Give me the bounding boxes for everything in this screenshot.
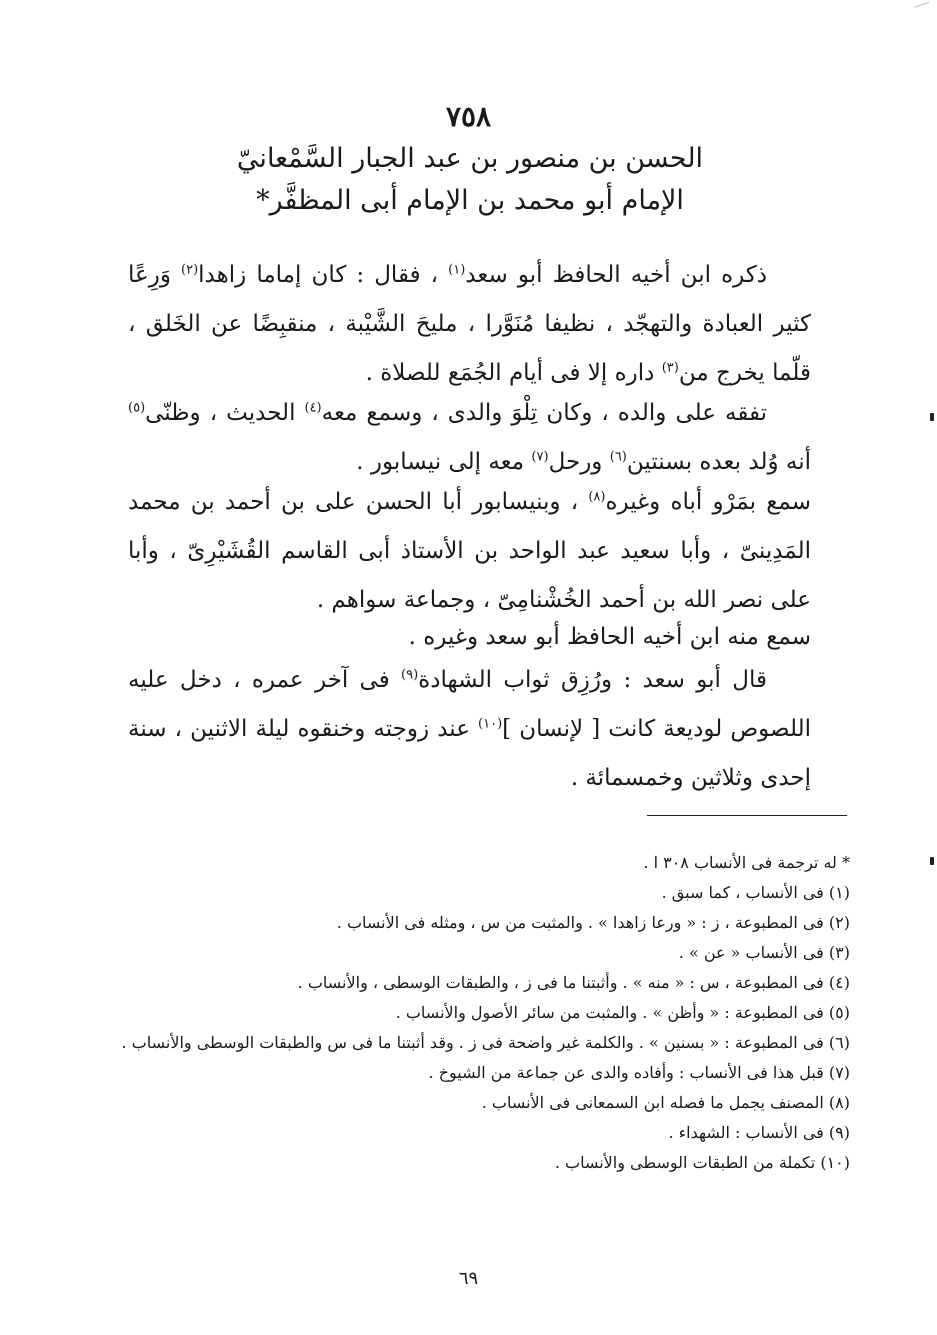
footnote-marker: (١) [448,262,466,278]
biography-name: الحسن بن منصور بن عبد الجبار السَّمْعانيّ [236,143,704,174]
paragraph-text: ، فقال : كان إماما زاهدا [198,262,449,288]
scan-mark [914,2,933,17]
margin-mark [930,857,934,865]
paragraph-text: فى آخر عمره ، دخل عليه اللصوص لوديعة كانت [ لإنسان ] [128,667,811,742]
paragraph-text: تفقه على والده ، وكان تِلْوَ والدى ، وسمع معه [321,400,767,426]
footnote-marker: (٧) [531,449,549,465]
footnotes [121,848,850,1178]
paragraph-text: وَرِعًا كثير العبادة والتهجّد ، نظيفا مُنَوَّرا ، مليحَ الشَّيْبة ، منقبِضًا عن الخَلق ، قلّما يخرج من [128,262,811,386]
footnote: (٢) فى المطبوعة ، ز : « ورعا زاهدا » . والمثبت من س ، ومثله فى الأنساب . [336,913,850,932]
paragraph [128,656,811,803]
footnote: (٣) فى الأنساب « عن » . [678,943,850,962]
footnote: (١٠) تكملة من الطبقات الوسطى والأنساب . [554,1153,850,1172]
footnote-marker: (٨) [588,489,606,505]
footnote-marker: (١٠) [478,716,503,732]
footnote-separator [647,815,847,816]
footnote: (٧) قبل هذا فى الأنساب : وأفاده والدى عن جماعة من الشيوخ . [428,1063,850,1082]
paragraph-text: داره إلا فى أيام الجُمَع للصلاة . [365,360,662,386]
footnote: (١) فى الأنساب ، كما سبق . [661,883,850,902]
paragraph-text: سمع بمَرْو أباه وغيره [605,489,811,515]
paragraph-text: معه إلى نيسابور . [356,449,532,475]
page-number: ٦٩ [458,1268,479,1289]
paragraph-text: ذكره ابن أخيه الحافظ أبو سعد [465,262,767,288]
footnote-marker: (٩) [401,667,419,683]
footnote-marker: (٥) [128,400,146,416]
footnote: (٦) فى المطبوعة : « بسنين » . والكلمة غير واضحة فى ز . وقد أثبتنا ما فى س والطبقات الوسطى والأنساب . [121,1033,850,1052]
paragraph [128,389,811,487]
paragraph-text: أنه وُلد بعده بسنتين [626,449,811,475]
footnote: (٥) فى المطبوعة : « وأظن » . والمثبت من سائر الأصول والأنساب . [395,1003,850,1022]
footnote: (٩) فى الأنساب : الشهداء . [668,1123,850,1142]
entry-number: ٧٥٨ [445,100,492,133]
paragraph-text: الحديث ، وظنّى [145,400,305,426]
paragraph [128,251,811,398]
footnote: (٨) المصنف يجمل ما فصله ابن السمعانى فى الأنساب . [481,1093,850,1112]
footnote: (٤) فى المطبوعة ، س : « منه » . وأثبتنا ما فى ز ، والطبقات الوسطى ، والأنساب . [297,973,850,992]
paragraph-text: ورحل [548,449,610,475]
paragraph-text: سمع منه ابن أخيه الحافظ أبو سعد وغيره . [408,624,811,650]
paragraph [128,613,811,662]
footnote-marker: (٤) [304,400,322,416]
paragraph-text: عند زوجته وخنقوه ليلة الاثنين ، سنة إحدى وثلاثين وخمسمائة . [128,716,811,791]
footnote-marker: (٣) [661,360,679,376]
paragraph-text: ، وبنيسابور أبا الحسن على بن أحمد بن محمد المَدِينىّ ، وأبا سعيد عبد الواحد بن الأستاذ أبى القاسم القُشَيْرِىّ ، وأبا على نصر الله بن أحمد الخُشْنامِىّ ، وجماعة سواهم . [128,489,811,613]
paragraph [128,478,811,625]
footnote-marker: (٦) [609,449,627,465]
biography-kunya: الإمام أبو محمد بن الإمام أبى المظفَّر* [256,185,684,216]
footnote: * له ترجمة فى الأنساب ٣٠٨ ا . [643,853,850,872]
paragraph-text: قال أبو سعد : ورُزِق ثواب الشهادة [418,667,767,693]
footnote-marker: (٢) [181,262,199,278]
margin-mark [930,413,934,421]
